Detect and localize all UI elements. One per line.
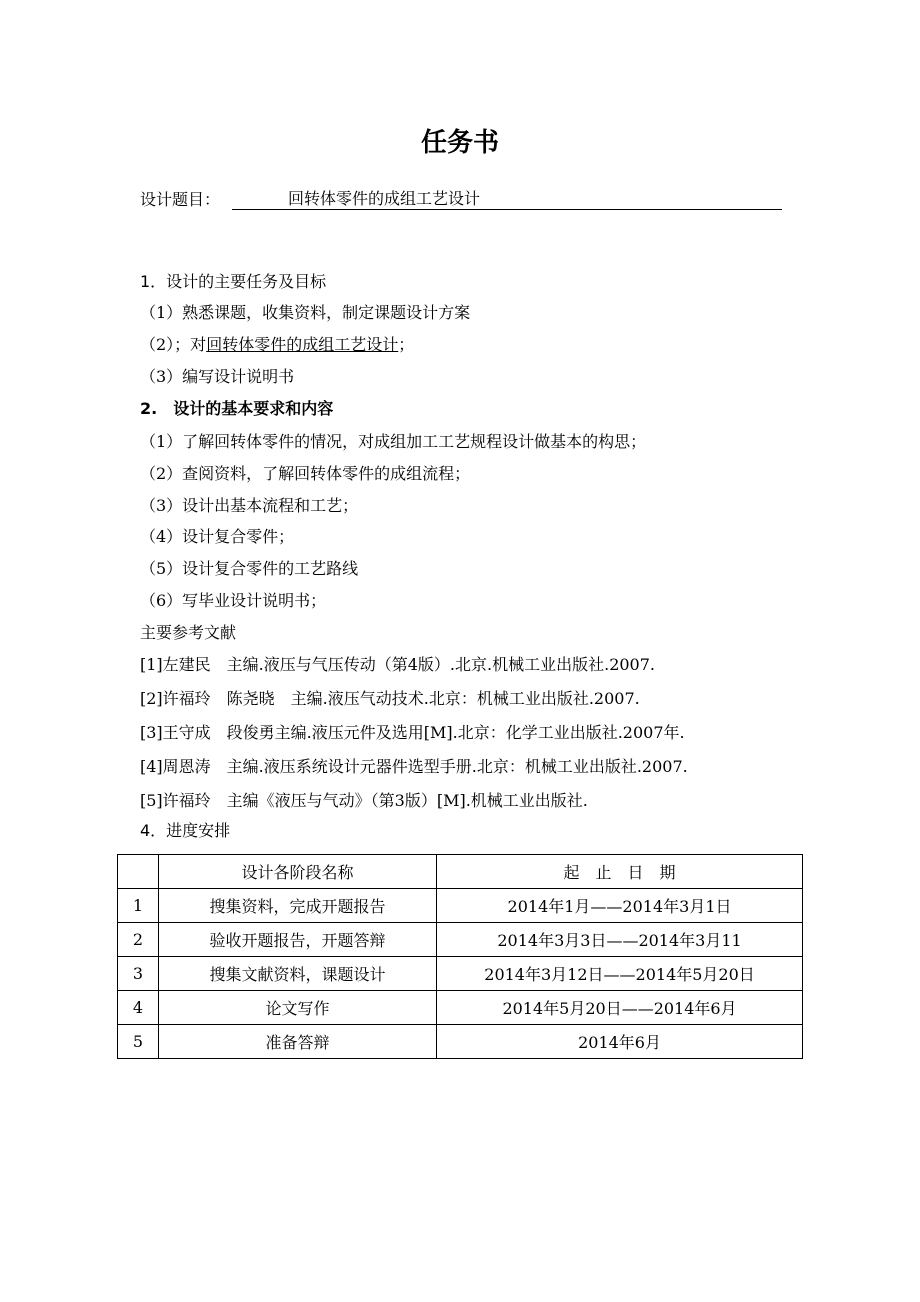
table-row [118, 991, 803, 1025]
reference-item: [1]左建民 主编.液压与气压传动（第4版）.北京.机械工业出版社.2007. [140, 655, 655, 674]
stage-name: 搜集文献资料，课题设计 [158, 957, 436, 991]
table-row [118, 957, 803, 991]
schedule-heading: 4．进度安排 [140, 821, 231, 840]
stage-name: 搜集资料，完成开题报告 [158, 889, 436, 923]
reference-item: [4]周恩涛 主编.液压系统设计元器件选型手册.北京：机械工业出版社.2007. [140, 757, 688, 776]
section2-heading: 2. 设计的基本要求和内容 [140, 399, 334, 418]
stage-name: 准备答辩 [158, 1025, 436, 1059]
stage-dates: 2014年3月12日——2014年5月20日 [437, 957, 803, 991]
stage-name: 验收开题报告，开题答辩 [158, 923, 436, 957]
references-heading: 主要参考文献 [140, 623, 237, 642]
reference-item: [2]许福玲 陈尧晓 主编.液压气动技术.北京：机械工业出版社.2007. [140, 689, 640, 708]
section2-item: （5）设计复合零件的工艺路线 [140, 559, 359, 578]
table-row [118, 1025, 803, 1059]
row-number: 1 [118, 889, 159, 923]
stage-name: 论文写作 [158, 991, 436, 1025]
section2-item: （3）设计出基本流程和工艺； [140, 496, 359, 515]
section1-item-2-topic: 回转体零件的成组工艺设计 [206, 335, 399, 354]
reference-item: [3]王守成 段俊勇主编.液压元件及选用[M].北京：化学工业出版社.2007年. [140, 723, 685, 742]
section1-heading: 1．设计的主要任务及目标 [140, 272, 327, 291]
schedule-header-cell: 设计各阶段名称 [158, 855, 436, 889]
table-row [118, 923, 803, 957]
section2-item: （1）了解回转体零件的情况，对成组加工工艺规程设计做基本的构思； [140, 432, 647, 451]
section2-item: （2）查阅资料，了解回转体零件的成组流程； [140, 464, 471, 483]
schedule-header-row [118, 855, 803, 889]
page-title: 任务书 [420, 128, 499, 158]
section1-item: （3）编写设计说明书 [140, 367, 295, 386]
schedule-header-cell [118, 855, 159, 889]
row-number: 2 [118, 923, 159, 957]
section2-item: （6）写毕业设计说明书； [140, 591, 327, 610]
design-topic-underline [232, 189, 782, 210]
schedule-table [117, 854, 803, 1059]
reference-item: [5]许福玲 主编《液压与气动》（第3版）[M].机械工业出版社. [140, 791, 588, 810]
section2-item: （4）设计复合零件； [140, 527, 295, 546]
row-number: 5 [118, 1025, 159, 1059]
stage-dates: 2014年3月3日——2014年3月11 [437, 923, 803, 957]
design-topic-label: 设计题目： [140, 190, 221, 209]
row-number: 3 [118, 957, 159, 991]
stage-dates: 2014年1月——2014年3月1日 [437, 889, 803, 923]
section1-item-2-prefix: （2）；对 [140, 335, 207, 354]
stage-dates: 2014年6月 [437, 1025, 803, 1059]
table-row [118, 889, 803, 923]
design-topic-row [140, 189, 782, 211]
stage-dates: 2014年5月20日——2014年6月 [437, 991, 803, 1025]
row-number: 4 [118, 991, 159, 1025]
section1-item: （1）熟悉课题，收集资料，制定课题设计方案 [140, 303, 471, 322]
design-topic-value: 回转体零件的成组工艺设计 [288, 189, 481, 208]
schedule-header-cell: 起 止 日 期 [437, 855, 803, 889]
section1-item-2 [140, 334, 414, 356]
section1-item-2-suffix: ； [398, 335, 415, 354]
